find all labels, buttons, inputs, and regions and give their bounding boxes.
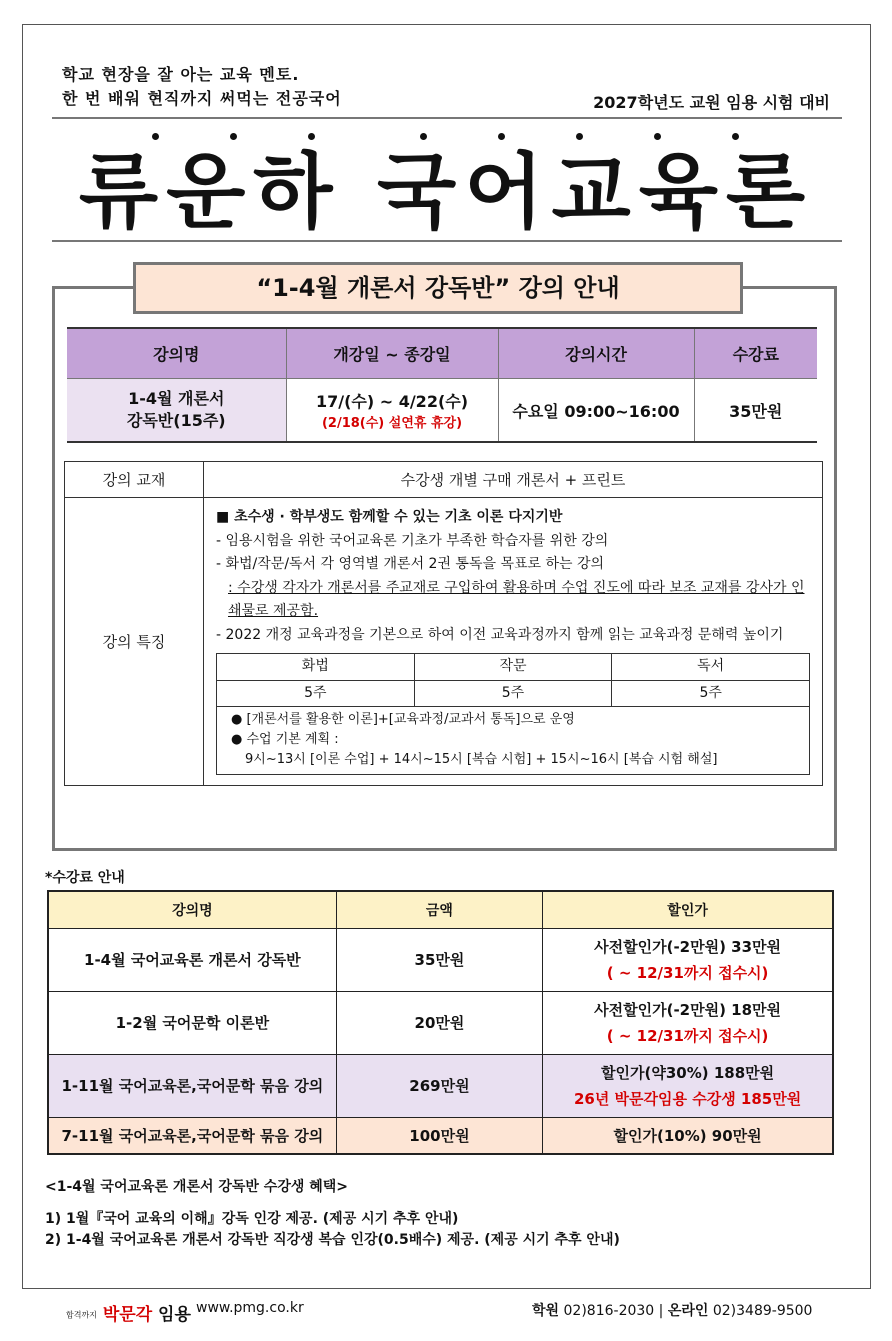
- fee-discount: 할인가(약30%) 188만원: [601, 1064, 775, 1082]
- online-label: 온라인: [667, 1303, 709, 1319]
- fee-price: 100만원: [336, 1118, 542, 1155]
- website-link[interactable]: www.pmg.co.kr: [196, 1300, 304, 1316]
- fee-course-name: 7-11월 국어교육론,국어문학 묶음 강의: [48, 1118, 336, 1155]
- logo-tagline: 합격까지: [66, 1310, 97, 1320]
- material-label: 강의 교재: [65, 462, 204, 498]
- contact-info: [532, 1300, 812, 1320]
- fee-row: [48, 1055, 833, 1118]
- fee-discount: 사전할인가(-2만원) 18만원: [594, 1001, 782, 1019]
- fee-header-name: 강의명: [48, 891, 336, 929]
- emphasis-dot: [654, 133, 661, 140]
- emphasis-dot: [732, 133, 739, 140]
- exam-label: 2027학년도 교원 임용 시험 대비: [593, 93, 830, 112]
- fee-table: [47, 890, 834, 1155]
- weeks-reading: 5주: [612, 680, 810, 707]
- fee-price: 35만원: [336, 929, 542, 992]
- slogan-line-2: 한 번 배워 현직까지 써먹는 전공국어: [62, 89, 342, 108]
- fee-discount: 사전할인가(-2만원) 33만원: [594, 938, 782, 956]
- course-table: [67, 327, 817, 443]
- fee-discount-cell: [543, 992, 833, 1055]
- feature-bullet: - 2022 개정 교육과정을 기본으로 하여 이전 교육과정까지 함께 읽는 교육과정 문해력 높이기: [216, 626, 784, 643]
- course-name-line-1: 1-4월 개론서: [128, 389, 225, 408]
- fee-price: 269만원: [336, 1055, 542, 1118]
- plan-note: ● [개론서를 활용한 이론]+[교육과정/교과서 통독]으로 운영: [231, 712, 575, 727]
- fee-header-discount: 할인가: [543, 891, 833, 929]
- logo-brand: 박문각: [102, 1305, 153, 1325]
- area-speech: 화법: [217, 654, 415, 681]
- weeks-writing: 5주: [414, 680, 612, 707]
- fee-discount-note: 26년 박문각임용 수강생 185만원: [573, 1090, 802, 1108]
- academy-phone: 02)816-2030: [563, 1303, 655, 1319]
- top-rule: [52, 117, 842, 119]
- plan-schedule: 9시~13시 [이론 수업] + 14시~15시 [복습 시험] + 15시~16시 [복습 시험 해설]: [245, 752, 718, 767]
- emphasis-dot: [308, 133, 315, 140]
- plan-note: ● 수업 기본 계획 :: [231, 732, 339, 747]
- detail-table: [64, 461, 823, 786]
- feature-bullet: - 화법/작문/독서 각 영역별 개론서 2권 통독을 목표로 하는 강의: [216, 556, 605, 572]
- slogan-line-1: 학교 현장을 잘 아는 교육 멘토.: [62, 65, 300, 84]
- feature-label: 강의 특징: [65, 498, 204, 786]
- area-reading: 독서: [612, 654, 810, 681]
- fee-discount-cell: [543, 1055, 833, 1118]
- header-course-name: 강의명: [67, 328, 286, 379]
- header-fee: 수강료: [694, 328, 817, 379]
- course-name-cell: [67, 379, 286, 443]
- fee-course-name: 1-2월 국어문학 이론반: [48, 992, 336, 1055]
- logo-suffix: 임용: [158, 1305, 191, 1325]
- feature-content: [204, 498, 823, 786]
- emphasis-dot: [498, 133, 505, 140]
- brand-logo: [66, 1300, 191, 1325]
- header-dates: 개강일 ~ 종강일: [286, 328, 498, 379]
- fee-discount: 할인가(10%) 90만원: [543, 1118, 833, 1155]
- feature-heading: ■ 초수생 · 학부생도 함께할 수 있는 기초 이론 다지기반: [216, 509, 563, 525]
- fee-price: 20만원: [336, 992, 542, 1055]
- page-title: 류운하 국어교육론: [78, 145, 814, 240]
- emphasis-dot: [420, 133, 427, 140]
- fee-row: [48, 1118, 833, 1155]
- fee-discount-note: ( ~ 12/31까지 접수시): [606, 964, 769, 982]
- fee-discount-cell: [543, 929, 833, 992]
- emphasis-dot: [230, 133, 237, 140]
- fee-row: [48, 992, 833, 1055]
- benefit-item: 1) 1월『국어 교육의 이해』강독 인강 제공. (제공 시기 추후 안내): [45, 1211, 459, 1227]
- fee-course-name: 1-11월 국어교육론,국어문학 묶음 강의: [48, 1055, 336, 1118]
- feature-bullet-note: : 수강생 각자가 개론서를 주교재로 구입하여 활용하며 수업 진도에 따라 보조 교재를 강사가 인쇄물로 제공함.: [228, 579, 805, 619]
- feature-bullet: - 임용시험을 위한 국어교육론 기초가 부족한 학습자를 위한 강의: [216, 532, 609, 549]
- course-banner: “1-4월 개론서 강독반” 강의 안내: [133, 262, 743, 314]
- course-fee: 35만원: [694, 379, 817, 443]
- holiday-note: (2/18(수) 설연휴 휴강): [321, 416, 463, 431]
- fee-row: [48, 929, 833, 992]
- benefits-title: <1-4월 국어교육론 개론서 강독반 수강생 혜택>: [45, 1179, 349, 1195]
- academy-label: 학원: [532, 1303, 560, 1319]
- header-time: 강의시간: [498, 328, 694, 379]
- fee-course-name: 1-4월 국어교육론 개론서 강독반: [48, 929, 336, 992]
- course-time: 수요일 09:00~16:00: [498, 379, 694, 443]
- fee-header-price: 금액: [336, 891, 542, 929]
- online-phone: 02)3489-9500: [712, 1303, 813, 1319]
- area-writing: 작문: [414, 654, 612, 681]
- fee-discount-note: ( ~ 12/31까지 접수시): [606, 1027, 769, 1045]
- weeks-speech: 5주: [217, 680, 415, 707]
- course-name-line-2: 강독반(15주): [126, 411, 226, 430]
- course-dates-cell: [286, 379, 498, 443]
- plan-notes: [216, 707, 810, 775]
- course-dates: 17/(수) ~ 4/22(수): [315, 392, 469, 411]
- title-rule: [52, 240, 842, 242]
- separator: |: [658, 1303, 668, 1319]
- emphasis-dot: [576, 133, 583, 140]
- fee-section-title: *수강료 안내: [45, 870, 125, 886]
- material-value: 수강생 개별 구매 개론서 + 프린트: [204, 462, 823, 498]
- benefit-item: 2) 1-4월 국어교육론 개론서 강독반 직강생 복습 인강(0.5배수) 제공. (제공 시기 추후 안내): [45, 1232, 620, 1248]
- area-week-table: [216, 653, 810, 707]
- emphasis-dot: [152, 133, 159, 140]
